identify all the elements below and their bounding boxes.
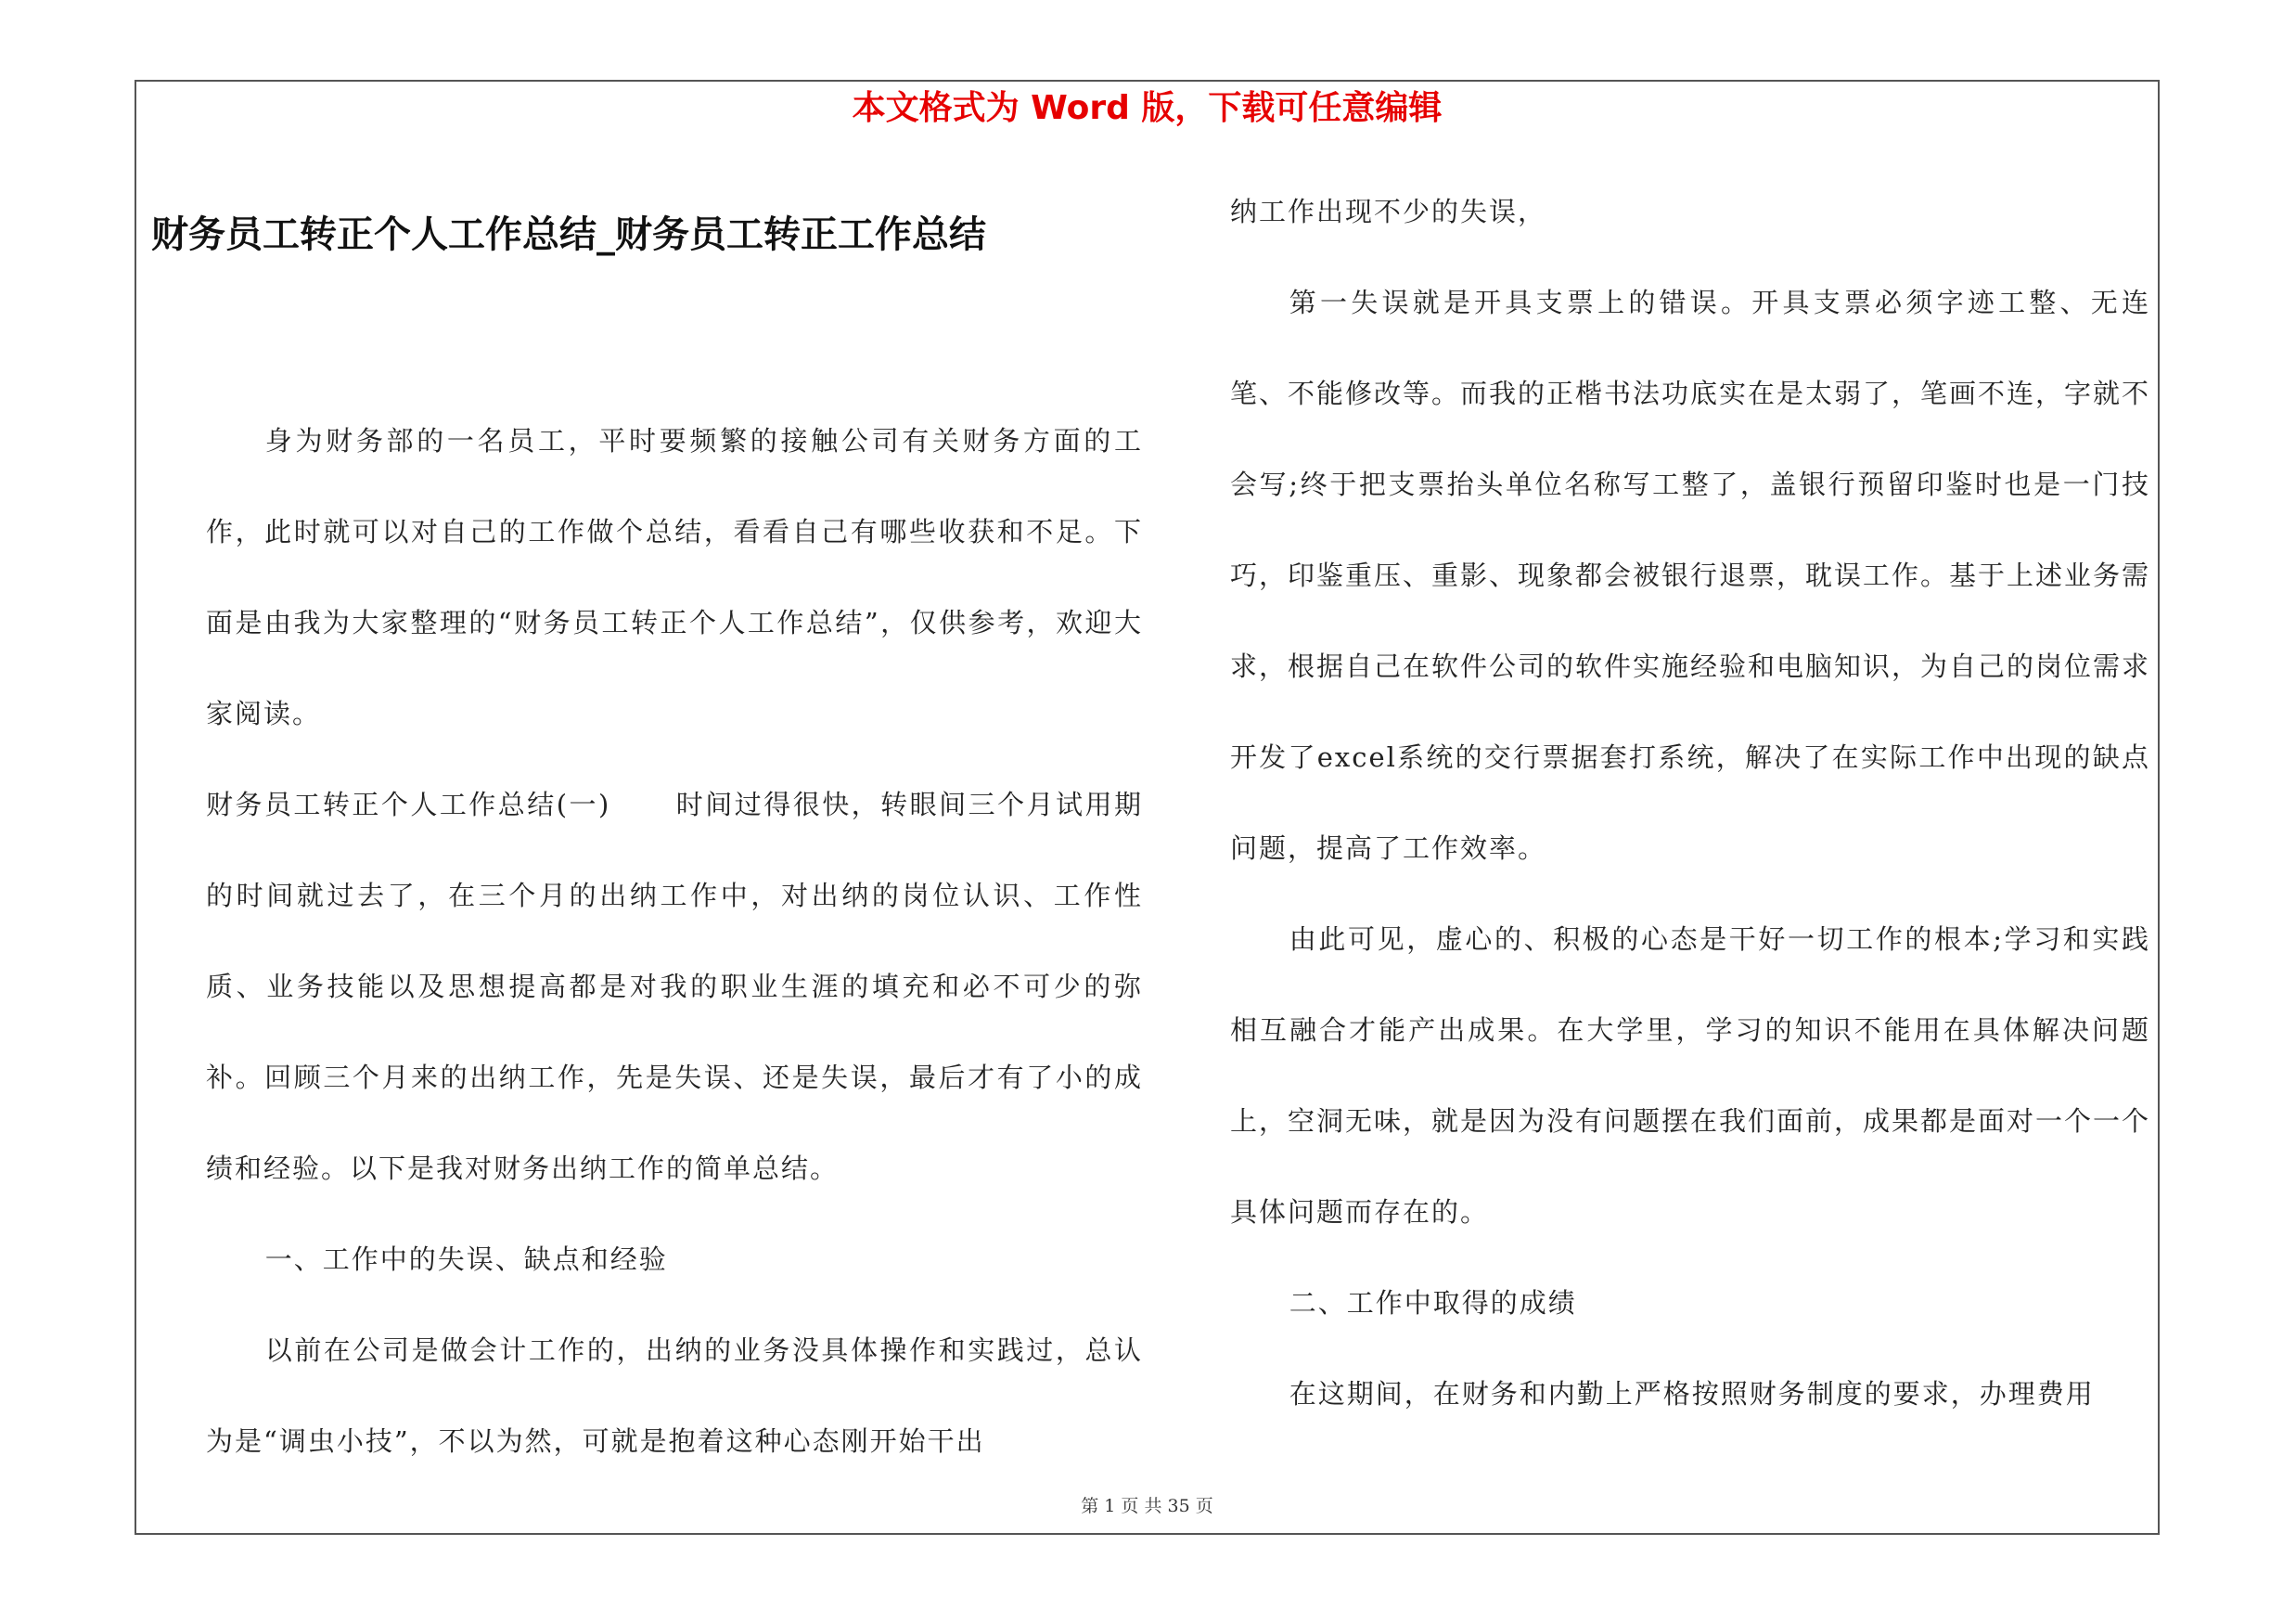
paragraph-achievements: 在这期间，在财务和内勤上严格按照财务制度的要求，办理费用 xyxy=(1289,1378,2095,1410)
intro-paragraph: 身为财务部的一名员工，平时要频繁的接触公司有关财务方面的工作，此时就可以对自己的工作做个总结，看看自己有哪些收获和不足。下面是由我为大家整理的“财务员工转正个人工作总结”，仅供参考，欢迎大家阅读。 xyxy=(206,425,1143,729)
section-one-paragraph xyxy=(206,759,1143,1214)
paragraph-previous-work: 以前在公司是做会计工作的，出纳的业务没具体操作和实践过，总认为是“调虫小技”，不以为然，可就是抱着这种心态刚开始干出 xyxy=(206,1334,1143,1457)
page-number-footer: 第 1 页 共 35 页 xyxy=(1081,1496,1213,1516)
left-column xyxy=(206,395,1143,1487)
document-title: 财务员工转正个人工作总结_财务员工转正工作总结 xyxy=(151,213,986,256)
section-one-body: 时间过得很快，转眼间三个月试用期的时间就过去了，在三个月的出纳工作中，对出纳的岗位认识、工作性质、业务技能以及思想提高都是对我的职业生涯的填充和必不可少的弥补。回顾三个月来的出纳工作，先是失误、还是失误，最后才有了小的成绩和经验。以下是我对财务出纳工作的简单总结。 xyxy=(206,789,1143,1184)
paragraph-attitude: 由此可见，虚心的、积极的心态是干好一切工作的根本;学习和实践相互融合才能产出成果。在大学里，学习的知识不能用在具体解决问题上，空洞无味，就是因为没有问题摆在我们面前，成果都是面对一个一个具体问题而存在的。 xyxy=(1230,923,2151,1228)
paragraph-cheque-mistakes: 第一失误就是开具支票上的错误。开具支票必须字迹工整、无连笔、不能修改等。而我的正楷书法功底实在是太弱了，笔画不连，字就不会写;终于把支票抬头单位名称写工整了，盖银行预留印鉴时也是一门技巧，印鉴重压、重影、现象都会被银行退票，耽误工作。基于上述业务需求，根据自己在软件公司的软件实施经验和电脑知识，为自己的岗位需求开发了excel系统的交行票据套打系统，解决了在实际工作中出现的缺点问题，提高了工作效率。 xyxy=(1230,287,2151,864)
paragraph-continued: 纳工作出现不少的失误， xyxy=(1230,196,1547,227)
section-one-heading: 财务员工转正个人工作总结(一) xyxy=(206,789,611,820)
subheading-achievements: 二、工作中取得的成绩 xyxy=(1289,1287,1577,1319)
subheading-mistakes: 一、工作中的失误、缺点和经验 xyxy=(264,1243,668,1275)
right-column xyxy=(1230,166,2150,1439)
editable-notice-banner: 本文格式为 Word 版，下载可任意编辑 xyxy=(852,89,1443,127)
